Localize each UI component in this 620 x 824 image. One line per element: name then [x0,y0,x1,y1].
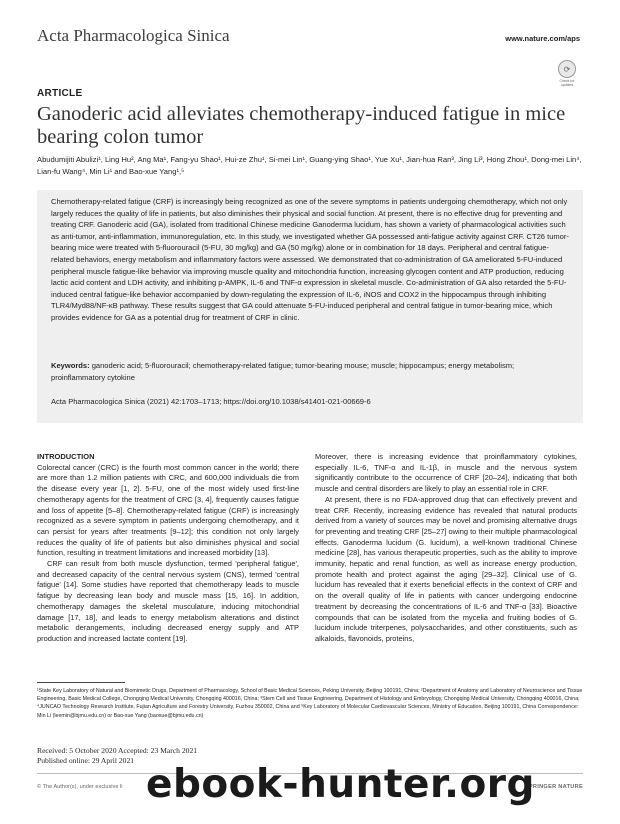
introduction-heading: INTRODUCTION [37,452,95,461]
keywords-text: ganoderic acid; 5-fluorouracil; chemotherapy-related fatigue; tumor-bearing mouse; muscle; hippocampus; energy metabolism; proinflammatory cytokine [51,361,515,382]
paragraph: Moreover, there is increasing evidence that proinflammatory cytokines, especially IL-6, TNF-α and IL-1β, in muscle and the nervous system significantly contribute to the occurrence of CRF [20–24], indicating that both muscle and central disorders are likely to play an essential role in CRF. [315,452,577,494]
keywords [51,360,569,383]
copyright-notice: © The Author(s), under exclusive li [37,784,123,790]
paragraph: Colorectal cancer (CRC) is the fourth most common cancer in the world; there are more than 1.2 million patients with CRC, and 600,000 individuals die from the disease every year [1, 2]. 5-FU, one of the most widely used first-line chemotherapy agents for the treatment of CRC [3, 4], frequently causes fatigue and loss of appetite [5–8]. Chemotherapy-related fatigue (CRF) is increasingly recognized as a severe symptom in patients undergoing chemotherapy, and it can persist for years after treatments [9–12]; this condition not only largely reduces the quality of life of patients but also diminishes physical and social function, resulting in treatment limitations and increased morbidity [13]. [37,462,299,558]
published-date: Published online: 29 April 2021 [37,756,135,765]
left-column [37,452,299,645]
citation[interactable]: Acta Pharmacologica Sinica (2021) 42:1703–1713; https://doi.org/10.1038/s41401-021-00669-6 [51,397,371,406]
keywords-label: Keywords: [51,361,90,370]
right-column [315,452,577,645]
publisher-logo: SPRINGER NATURE [524,784,583,790]
check-for-updates-icon: ⟳ [558,60,576,78]
check-for-updates-badge[interactable] [556,60,578,86]
received-accepted-dates: Received: 5 October 2020 Accepted: 23 March 2021 [37,746,198,755]
watermark: ebook-hunter.org [146,762,535,807]
journal-name: Acta Pharmacologica Sinica [37,26,230,45]
abstract-text: Chemotherapy-related fatigue (CRF) is increasingly being recognized as one of the severe symptoms in patients undergoing chemotherapy, which not only largely reduces the quality of life in patients, but also diminishes their physical and social function. At present, there is no effective drug for preventing and treating CRF. Ganoderic acid (GA), isolated from traditional Chinese medicine Ganoderma lucidum, has shown a variety of pharmacological activities such as anti-tumor, anti-inflammation, immunoregulation, etc. In this study, we investigated whether GA possessed anti-fatigue activity against CRF. CT26 tumor-bearing mice were treated with 5-fluorouracil (5-FU, 30 mg/kg) and GA (50 mg/kg) alone or in combination for 18 days. Peripheral and central fatigue-related behaviors, energy metabolism and inflammatory factors were assessed. We demonstrated that co-administration of GA ameliorated 5-FU-induced peripheral muscle fatigue-like behavior via improving muscle quality and mitochondria function, increasing glycogen content and ATP production, reducing lactic acid content and LDH activity, and inhibiting p-AMPK, IL-6 and TNF-α expression in skeletal muscle. Co-administration of GA also retarded the 5-FU-induced central fatigue-like behavior accompanied by down-regulating the expression of IL-6, iNOS and COX2 in the hippocampus through inhibiting TLR4/Myd88/NF-κB pathway. These results suggest that GA could attenuate 5-FU-induced peripheral and central fatigue in tumor-bearing mice, which provides evidence for GA as a potential drug for treatment of CRF in clinic. [51,197,569,322]
paragraph: At present, there is no FDA-approved drug that can effectively prevent and treat CRF. Recently, increasing evidence has revealed that natural products derived from a variety of sources may be novel and promising alternative drugs for preventing and treating CRF [25–27] owing to their multiple pharmacological effects. Ganoderma lucidum (G. lucidum), a well-known traditional Chinese medicine [28], has various therapeutic properties, such as the ability to improve immunity, hepatic and renal function, as well as increase energy production, promote health and protect against the aging [29–32]. Clinical use of G. lucidum has revealed that it exerts beneficial effects in the context of CRF and on the overall quality of life in patients with cancer undergoing endocrine treatment by decreasing the concentrations of IL-6 and TNF-α [33]. Bioactive compounds that can be isolated from the mycelia and fruiting bodies of G. lucidum include triterpenes, polysaccharides, and other constituents, such as alkaloids, flavonoids, proteins, [315,494,577,643]
paragraph: CRF can result from both muscle dysfunction, termed 'peripheral fatigue', and decreased capacity of the central nervous system (CNS), termed 'central fatigue' [14]. Some studies have reported that chemotherapy leads to muscle fatigue by decreasing lean body and muscle mass [15, 16]. In addition, chemotherapy damages the skeletal musculature, inducing mitochondrial damage [17, 18], and leads to energy metabolism alterations and distinct metabolic derangements, including decreased energy supply and ATP production and increased lactate content [19]. [37,559,299,643]
affiliations: ¹State Key Laboratory of Natural and Biomimetic Drugs, Department of Pharmacology, School of Basic Medical Sciences, Peking University, Beijing 100191, China; ²Department of Anatomy and Laboratory of Neuroscience and Tissue Engineering, Basic Medical College, Chongqing Medical University, Chongqing 400016, China; ³Stem Cell and Tissue Engineering, Department of Histology and Embryology, Chongqing Medical University, Chongqing 400016, China; ⁴JUNCAO Technology Research Institute, Fujian Agriculture and Forestry University, Fuzhou 350002, China and ⁵Key Laboratory of Molecular Cardiovascular Sciences, Ministry of Education, Beijing 100191, China Correspondence: Min Li (leemin@bjmu.edu.cn) or Bao-xue Yang (baoxue@bjmu.edu.cn) [37,688,583,719]
author-list: Abudumijiti Abulizi¹, Ling Hu², Ang Ma¹, Fang-yu Shao¹, Hui-ze Zhu¹, Si-mei Lin¹, Guang-ying Shao¹, Yue Xu¹, Jian-hua Ran³, Jing Li³, Hong Zhou¹, Dong-mei Lin⁴, Lian-fu Wang⁴, Min Li¹ and Bao-xue Yang¹,⁵ [37,155,582,176]
check-for-updates-label: Check for updates [559,79,575,87]
journal-site-link[interactable]: www.nature.com/aps [505,34,580,43]
footnote-divider [37,682,125,683]
article-type: ARTICLE [37,88,83,99]
abstract-box [37,190,583,423]
article-title: Ganoderic acid alleviates chemotherapy-induced fatigue in mice bearing colon tumor [37,103,566,148]
